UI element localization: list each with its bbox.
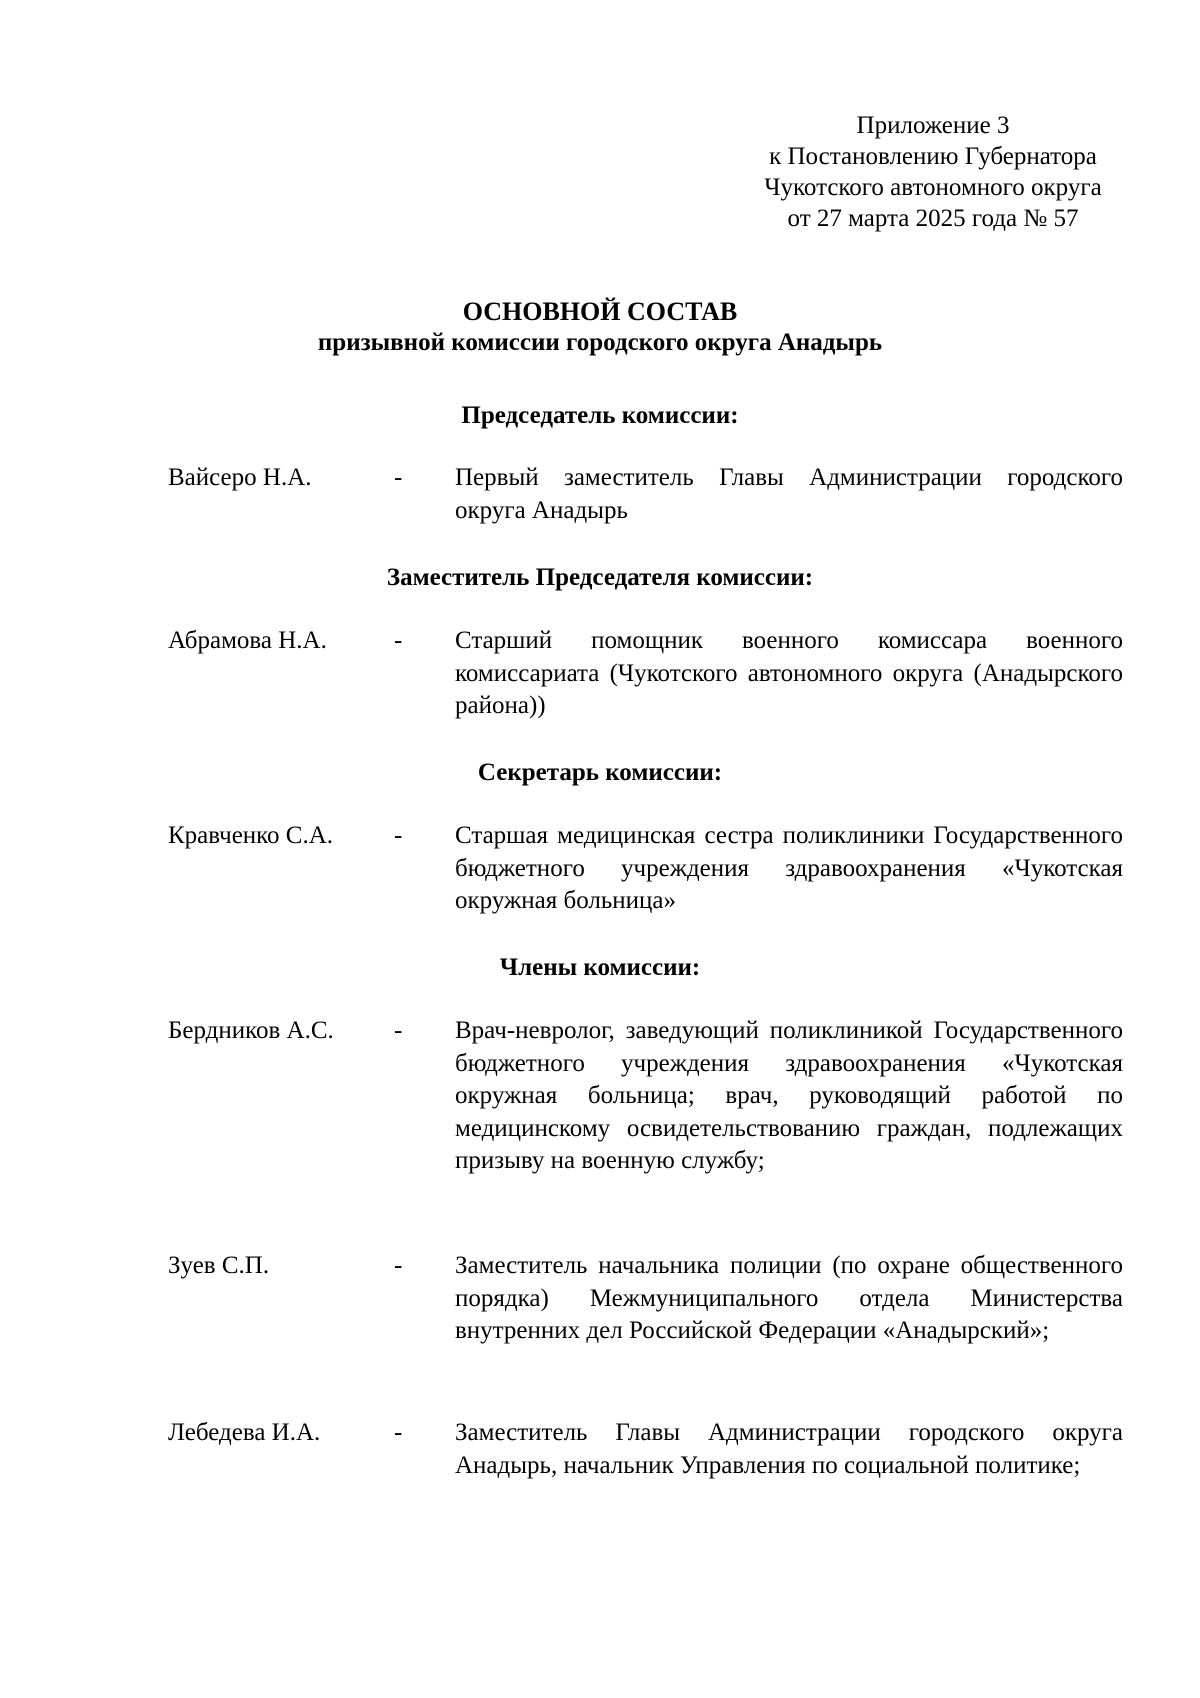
dash-separator: - <box>394 1419 403 1446</box>
member-name: Бердников А.С. <box>168 1017 334 1044</box>
section-heading-members: Члены комиссии: <box>499 954 701 981</box>
dash-separator: - <box>394 822 403 849</box>
member-name: Кравченко С.А. <box>168 822 334 849</box>
section-heading-deputy: Заместитель Председателя комиссии: <box>386 564 814 591</box>
member-position: Врач-невролог, заведующий поликлиникой Государственного бюджетного учреждения здравоохранения «Чукотская окружная больница; врач, руководящий работой по медицинскому освидетельствованию граждан, подлежащих призыву на военную службу; <box>455 1017 1123 1174</box>
dash-separator: - <box>394 1017 403 1044</box>
member-name: Абрамова Н.А. <box>168 627 327 654</box>
member-position: Заместитель Главы Администрации городского округа Анадырь, начальник Управления по социальной политике; <box>455 1419 1123 1479</box>
approval-line-4: от 27 марта 2025 года № 57 <box>787 205 1079 232</box>
member-name: Зуев С.П. <box>168 1252 270 1279</box>
member-position: Заместитель начальника полиции (по охране общественного порядка) Межмуниципального отдела Министерства внутренних дел Российской Федерации «Анадырский»; <box>455 1252 1123 1344</box>
approval-line-1: Приложение 3 <box>856 112 1010 139</box>
approval-line-2: к Постановлению Губернатора <box>769 143 1097 170</box>
document-title <box>0 296 1200 358</box>
approval-block <box>733 110 1133 234</box>
title-main: ОСНОВНОЙ СОСТАВ <box>462 297 738 326</box>
member-name: Вайсеро Н.А. <box>168 464 312 491</box>
member-position: Первый заместитель Главы Администрации городского округа Анадырь <box>455 464 1123 524</box>
member-name: Лебедева И.А. <box>168 1419 321 1446</box>
approval-line-3: Чукотского автономного округа <box>764 174 1102 201</box>
section-heading-chairman: Председатель комиссии: <box>461 402 739 429</box>
member-position: Старший помощник военного комиссара военного комиссариата (Чукотского автономного округа (Анадырского района)) <box>455 627 1123 719</box>
dash-separator: - <box>394 627 403 654</box>
section-heading-secretary: Секретарь комиссии: <box>477 759 723 786</box>
title-sub: призывной комиссии городского округа Анадырь <box>317 329 883 356</box>
dash-separator: - <box>394 464 403 491</box>
member-position: Старшая медицинская сестра поликлиники Государственного бюджетного учреждения здравоохранения «Чукотская окружная больница» <box>455 822 1123 914</box>
dash-separator: - <box>394 1252 403 1279</box>
